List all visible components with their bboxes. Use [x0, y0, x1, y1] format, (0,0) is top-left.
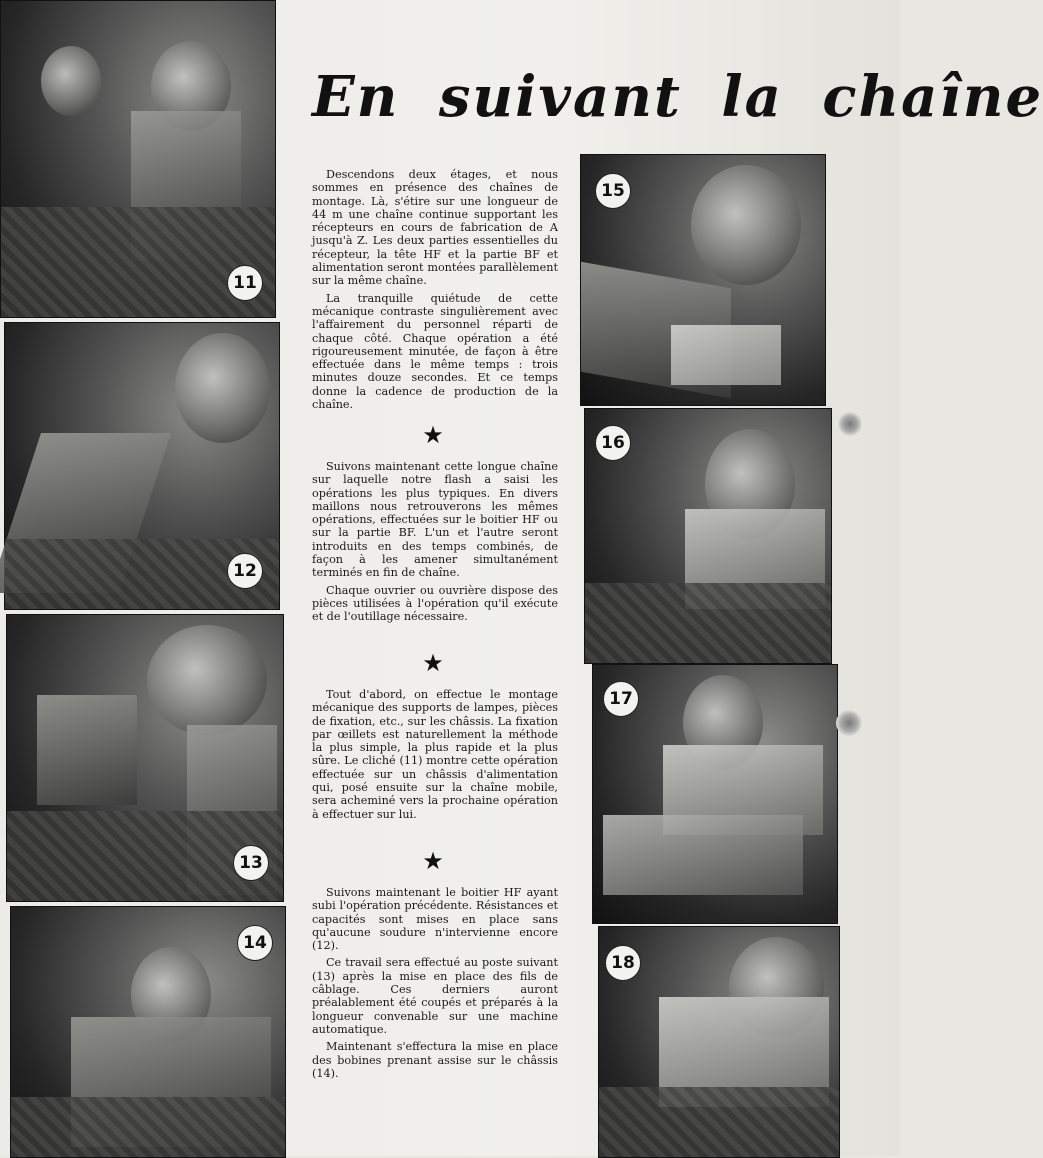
- photo-15: [580, 154, 826, 406]
- paragraph: Descendons deux étages, et nous sommes en présence des chaînes de montage. Là, s'étire sur une longueur de 44 m une chaîne continue supportant les récepteurs en cours de fabrication de A jusqu'à Z. Les deux parties essentielles du récepteur, la tête HF et la partie BF et alimentation seront montées parallèlement sur la même chaîne.: [312, 168, 558, 288]
- page-title: En suivant la chaîne: [312, 64, 1043, 130]
- paragraph: Suivons maintenant cette longue chaîne sur laquelle notre flash a saisi les opérations les plus typiques. En divers maillons nous retrouverons les mêmes opérations, effectuées sur le boitier HF ou sur la partie BF. L'un et l'autre seront introduits en des temps combinés, de façon à les amener simultanément terminés en fin de chaîne.: [312, 460, 558, 580]
- photo-number: 18: [611, 953, 635, 973]
- photo-number: 15: [601, 181, 625, 201]
- photo-number: 17: [609, 689, 633, 709]
- photo-number-badge: [595, 425, 631, 461]
- photo-number: 13: [239, 853, 263, 873]
- photo-14: [10, 906, 286, 1158]
- photo-11: [0, 0, 276, 318]
- star-icon: ★: [422, 847, 444, 875]
- text-section-2: [312, 460, 558, 628]
- paragraph: Tout d'abord, on effectue le montage mécanique des supports de lampes, pièces de fixation, etc., sur les châssis. La fixation par œillets est naturellement la méthode la plus simple, la plus rapide et la plus sûre. Le cliché (11) montre cette opération effectuée sur un châssis d'alimentation qui, posé ensuite sur la chaîne mobile, sera acheminé vers la prochaine opération à effectuer sur lui.: [312, 688, 558, 821]
- photo-number: 14: [243, 933, 267, 953]
- photo-number-badge: [237, 925, 273, 961]
- photo-number: 12: [233, 561, 257, 581]
- text-section-4: [312, 886, 558, 1084]
- paragraph: Suivons maintenant le boitier HF ayant subi l'opération précédente. Résistances et capacités sont mises en place sans qu'aucune soudure n'intervienne encore (12).: [312, 886, 558, 953]
- photo-number-badge: [227, 265, 263, 301]
- text-section-3: [312, 688, 558, 825]
- binder-hole: [836, 710, 862, 736]
- star-icon: ★: [422, 421, 444, 449]
- paragraph: La tranquille quiétude de cette mécanique contraste singulièrement avec l'affairement du personnel réparti de chaque côté. Chaque opération a été rigoureusement minutée, de façon à être effectuée dans le même temps : trois minutes douze secondes. Et ce temps donne la cadence de production de la chaîne.: [312, 291, 558, 412]
- photo-number-badge: [233, 845, 269, 881]
- photo-number: 16: [601, 433, 625, 453]
- photo-17: [592, 664, 838, 924]
- paragraph: Maintenant s'effectura la mise en place des bobines prenant assise sur le châssis (14).: [312, 1040, 558, 1080]
- binder-hole: [838, 412, 862, 436]
- photo-number-badge: [227, 553, 263, 589]
- photo-16: [584, 408, 832, 664]
- photo-13: [6, 614, 284, 902]
- paragraph: Ce travail sera effectué au poste suivant (13) après la mise en place des fils de câblage. Ces derniers auront préalablement été coupés et préparés à la longueur convenable sur une machine automatique.: [312, 956, 558, 1036]
- photo-number: 11: [233, 273, 257, 293]
- photo-12: [4, 322, 280, 610]
- star-icon: ★: [422, 649, 444, 677]
- photo-18: [598, 926, 840, 1158]
- photo-number-badge: [595, 173, 631, 209]
- photo-number-badge: [605, 945, 641, 981]
- text-section-1: [312, 168, 558, 415]
- paragraph: Chaque ouvrier ou ouvrière dispose des pièces utilisées à l'opération qu'il exécute et de l'outillage nécessaire.: [312, 583, 558, 624]
- photo-number-badge: [603, 681, 639, 717]
